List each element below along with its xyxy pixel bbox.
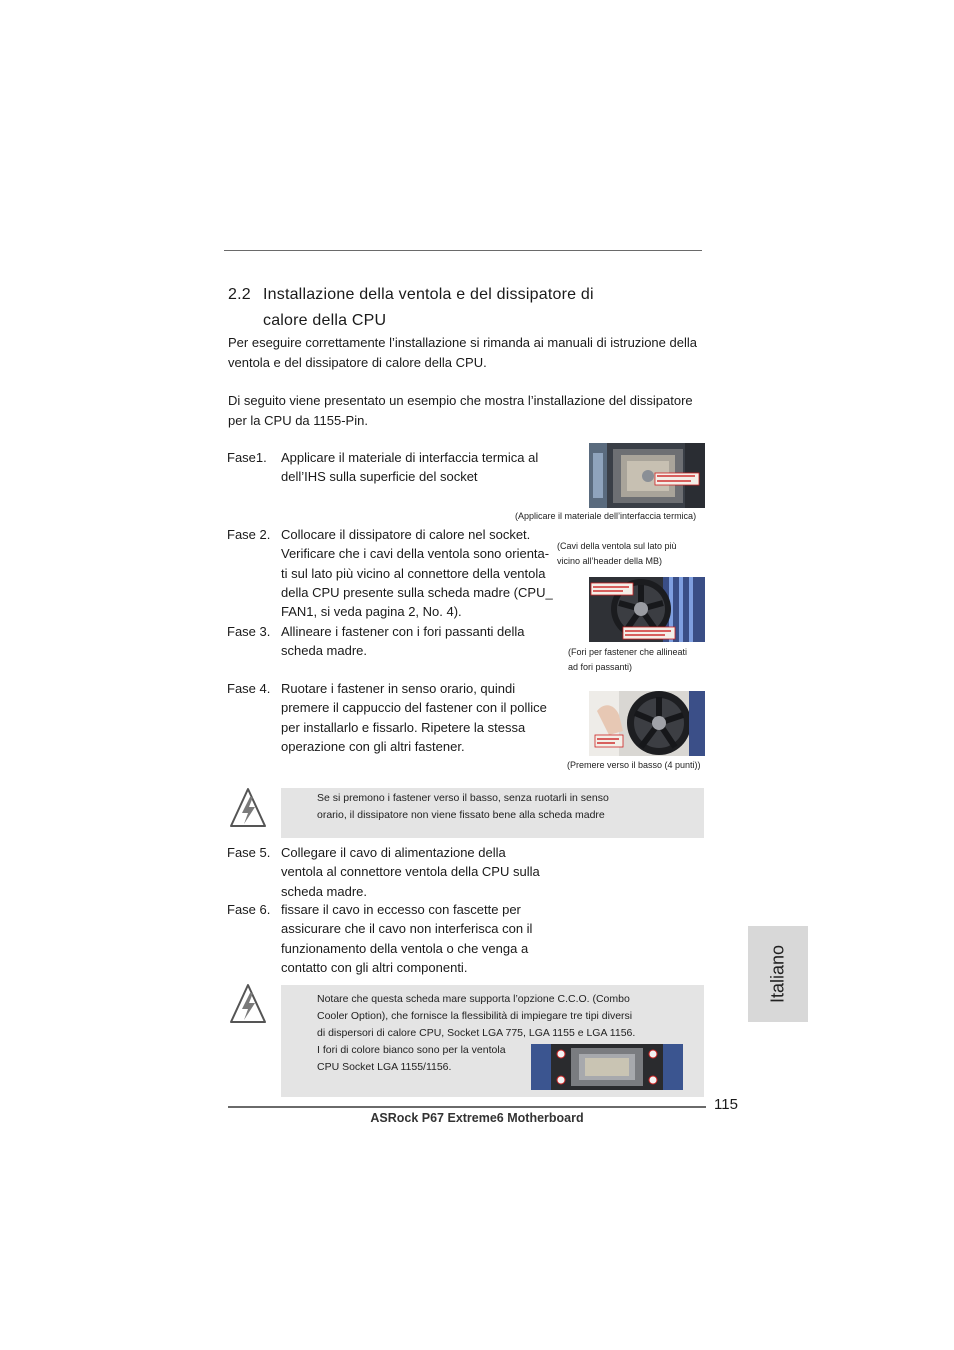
press-fastener-photo [589,691,705,756]
step-2-label: Fase 2. [227,527,271,542]
warning-note-2-text: Notare che questa scheda mare supporta l’opzione C.C.O. (Combo Cooler Option), che fornisce la flessibilità di impiegare tre tipi diversi di dispersori di calore CPU, Socket LGA 775, LGA 1155 e LGA 1156. [317,993,636,1039]
warning-note-1-text: Se si premono i fastener verso il basso, senza ruotarli in senso orario, il dissipatore non viene fissato bene alla scheda madre [317,792,609,821]
photo-2-caption-bottom: (Fori per fastener che allineati ad fori passanti) [568,647,688,672]
warning-icon [228,786,268,830]
photo-3-caption: (Premere verso il basso (4 punti)) [567,760,701,770]
step-3-text: Allineare i fastener con i fori passanti della scheda madre. [281,624,525,659]
top-divider [224,250,702,251]
thermal-paste-photo [589,443,705,508]
section-number: 2.2 [228,286,251,303]
step-1-label: Fase1. [227,450,267,465]
section-title-line2: calore della CPU [263,312,387,329]
step-3-label: Fase 3. [227,624,271,639]
step-5-label: Fase 5. [227,845,271,860]
step-1-text: Applicare il materiale di interfaccia termica al dell’IHS sulla superficie del socket [281,450,539,485]
step-6-text: fissare il cavo in eccesso con fascette per assicurare che il cavo non interferisca con il funzionamento della ventola o che venga a contatto con gli altri componenti. [281,902,533,975]
intro-paragraph-2: Di seguito viene presentato un esempio che mostra l’installazione del dissipatore per la CPU da 1155-Pin. [228,393,693,428]
footer-product-name: ASRock P67 Extreme6 Motherboard [370,1111,584,1125]
intro-paragraph-1: Per eseguire correttamente l’installazione si rimanda ai manuali di istruzione della ventola e del dissipatore di calore della CPU. [228,335,697,370]
bottom-divider [228,1106,706,1108]
cpu-socket-photo [531,1044,683,1090]
heatsink-placement-photo [589,577,705,642]
photo-1-caption: (Applicare il materiale dell’interfaccia termica) [515,511,697,521]
language-tab [748,926,808,1022]
step-4-label: Fase 4. [227,681,271,696]
section-title-line1: Installazione della ventola e del dissipatore di [263,286,594,303]
step-6-label: Fase 6. [227,902,271,917]
step-5-text: Collegare il cavo di alimentazione della ventola al connettore ventola della CPU sulla scheda madre. [281,845,540,899]
photo-2-caption-top: (Cavi della ventola sul lato più vicino all’header della MB) [557,541,677,566]
step-4-text: Ruotare i fastener in senso orario, quindi premere il cappuccio del fastener con il pollice per installarlo e fissarlo. Ripetere la stessa operazione con gli altri fastener. [281,681,547,754]
warning-icon [228,982,268,1026]
language-tab-label: Italiano [767,944,788,1004]
warning-note-2-tail: I fori di colore bianco sono per la ventola CPU Socket LGA 1155/1156. [317,1044,506,1073]
page-number: 115 [714,1096,738,1113]
step-2-text: Collocare il dissipatore di calore nel socket. Verificare che i cavi della ventola sono orienta- ti sul lato più vicino al connettore della ventola della CPU presente sulla scheda madre (CPU_ FAN1, si veda pagina 2, No. 4). [281,527,553,620]
